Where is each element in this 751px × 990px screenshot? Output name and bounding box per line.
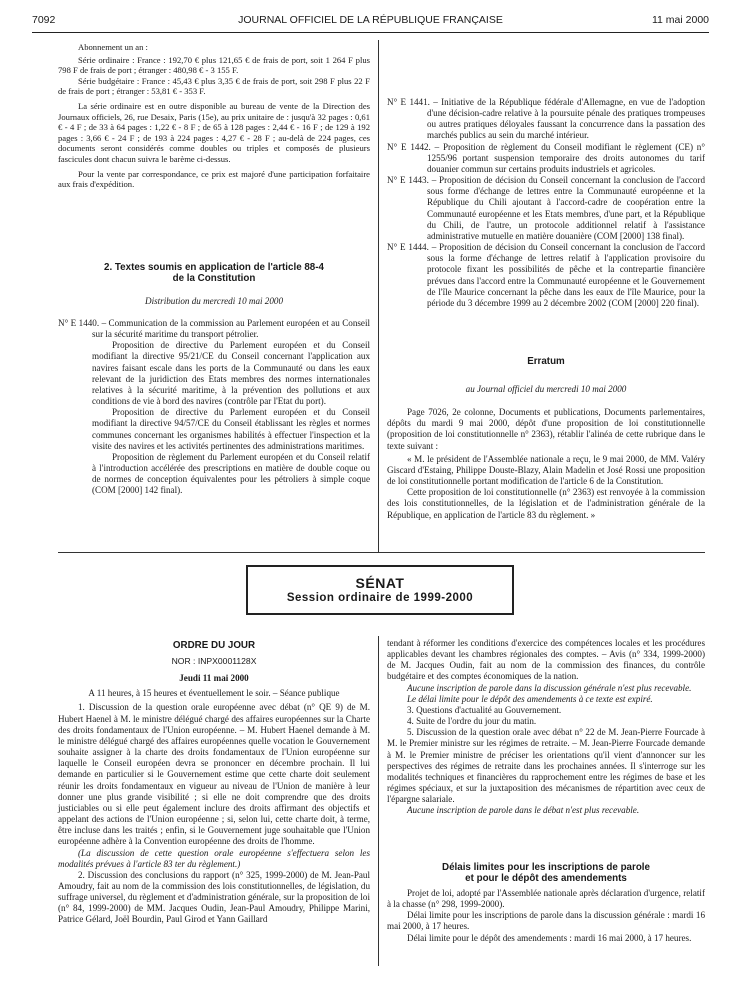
agenda-item-3: 3. Questions d'actualité au Gouvernement. (407, 704, 562, 715)
erratum-paragraph-2: « M. le président de l'Assemblée nationale a reçu, le 9 mai 2000, de MM. Valéry Giscard d'Estaing, Philippe Douste-Blazy, Alain Madelin et José Rossi une proposition de loi constitutionnelle portant modification de l'article 6 de la Constitution. (387, 453, 705, 487)
agenda-item-1: 1. Discussion de la question orale européenne avec débat (n° QE 9) de M. Hubert Haenel à M. le ministre délégué chargé des affaires européennes sur la Charte des droits fondamentaux de l'Union européenne. – M. Hubert Haenel demande à M. le ministre délégué chargé des affaires européennes quelle vocation le Gouvernement souhaite assigner à la charte des droits fondamentaux de l'Union européenne sur laquelle le Conseil européen devra se prononcer en décembre prochain. Il lui demande en particulier si le Gouvernement estime que cette charte doit seulement réunir les droits fondamentaux en vigueur au niveau de l'Union de manière à leur donner une plus grande visibilité ; si elle ne doit comprendre que des droits justiciables ou si elle peut également inclure des droits affirmant des objectifs et appelant des actions de l'Union européenne ; si, selon lui, cette charte doit, à terme, être incluse dans les traités ; enfin, si le Gouvernement juge souhaitable que l'Union européenne adhère à la Convention européenne des droits de l'homme. (58, 702, 370, 847)
column-divider (378, 40, 379, 552)
section-heading (58, 262, 370, 284)
erratum-block (387, 384, 705, 521)
running-header (32, 14, 709, 30)
agenda-item-2-continued: tendant à réformer les conditions d'exercice des compétences locales et les procédures applicables devant les chambres régionales des comptes. – Avis (n° 334, 1999-2000) de M. Jacques Oudin, fait au nom de la commission des finances, du contrôle budgétaire et des comptes économiques de la nation. (387, 638, 705, 682)
section-heading-line2: de la Constitution (172, 273, 256, 284)
correspondance-text: Pour la vente par correspondance, ce prix est majoré d'une participation forfaitaire aux frais d'expédition. (58, 168, 370, 190)
delais-heading (387, 862, 705, 884)
issue-date: 11 mai 2000 (651, 14, 709, 26)
e1440-entry: N° E 1440. – Communication de la commission au Parlement européen et au Conseil sur la sécurité maritime du transport pétrolier. (58, 318, 370, 340)
header-rule (32, 32, 709, 33)
page-number: 7092 (32, 14, 56, 26)
ordre-du-jour-continued (387, 638, 705, 817)
column-divider-bottom (378, 636, 379, 966)
distribution-date: Distribution du mercredi 10 mai 2000 (145, 296, 283, 306)
serie-ordinaire-text: Série ordinaire : France : 192,70 € plus 121,65 € de frais de port, soit 1 264 F plus 798 F de frais de port ; étranger : 480,98 € - 3 155 F. (58, 54, 370, 76)
senat-session: Session ordinaire de 1999-2000 (286, 592, 474, 604)
subscription-block (58, 42, 370, 190)
erratum-subtitle: au Journal officiel du mercredi 10 mai 2000 (465, 384, 627, 394)
agenda-item-1-note: (La discussion de cette question orale européenne s'effectuera selon les modalités prévues à l'article 83 ter du règlement.) (58, 847, 370, 869)
agenda-item-5: 5. Discussion de la question orale avec débat n° 22 de M. Jean-Pierre Fourcade à M. le Premier ministre sur les régimes de retraite. – M. Jean-Pierre Fourcade demande à M. le Premier ministre de préciser les orientations qu'il vient d'annoncer sur les perspectives des régimes de retraite dans les prochaines années. Il s'interroge sur les modalités techniques et financières du rapprochement entre les régimes de base et les régimes spéciaux, et sur la juxtaposition des mécanismes de répartition avec ceux de l'épargne salariale. (387, 727, 705, 805)
delai-amendements: Délai limite pour le dépôt des amendements : mardi 16 mai 2000, à 17 heures. (407, 932, 692, 943)
projet-de-loi: Projet de loi, adopté par l'Assemblée nationale après déclaration d'urgence, relatif à la chasse (n° 298, 1999-2000). (387, 888, 705, 910)
delais-block (387, 888, 705, 944)
agenda-note-3: Aucune inscription de parole dans le débat n'est plus recevable. (407, 805, 640, 816)
agenda-note-1: Aucune inscription de parole dans la discussion générale n'est plus recevable. (407, 682, 692, 693)
delai-parole: Délai limite pour les inscriptions de parole dans la discussion générale : mardi 16 mai 2000, à 17 heures. (387, 910, 705, 932)
e1440-proposal-2: Proposition de directive du Parlement européen et du Conseil modifiant la directive 94/57/CE du Conseil établissant les règles et normes communes concernant les organismes habilités à effectuer l'inspection et la visite des navires et les activités pertinentes des administrations maritimes. (92, 407, 370, 451)
section-separator (58, 552, 705, 553)
delais-heading-line1: Délais limites pour les inscriptions de parole (442, 862, 650, 873)
nor-reference: NOR : INPX0001128X (171, 656, 257, 666)
session-day: Jeudi 11 mai 2000 (179, 673, 249, 684)
e1440-proposal-3: Proposition de règlement du Parlement européen et du Conseil relatif à l'introduction accélérée des prescriptions en matière de double coque ou de normes de conception équivalentes pour les pétroliers à simple coque (COM [2000] 142 final). (92, 451, 370, 496)
documents-block (387, 97, 705, 309)
session-hours: A 11 heures, à 15 heures et éventuellement le soir. – Séance publique (88, 688, 340, 699)
ordre-du-jour-block (58, 656, 370, 926)
e1443-entry: N° E 1443. – Proposition de décision du Conseil concernant la conclusion de l'accord sous forme d'échange de lettres entre la Communauté européenne et la République du Chili ajoutant à l'accord-cadre de coopération entre la Communauté européenne et les Etats membres, d'une part, et la République du Chili, de l'autre, un protocole additionnel relatif à l'assistance administrative mutuelle en matière douanière (COM [2000] 138 final). (387, 175, 705, 241)
e1440-block (58, 318, 370, 497)
distribution-block (58, 296, 370, 307)
agenda-item-2: 2. Discussion des conclusions du rapport (n° 325, 1999-2000) de M. Jean-Paul Amoudry, fait au nom de la commission des lois constitutionnelles, de législation, du suffrage universel, du règlement et d'administration générale, sur la proposition de loi (n° 84, 1999-2000) de MM. Jacques Oudin, Jean-Paul Amoudry, Philippe Marini, Patrice Gélard, Joël Bourdin, Paul Girod et Yann Gaillard (58, 869, 370, 925)
section-heading-line1: 2. Textes soumis en application de l'article 88-4 (104, 262, 324, 273)
ordre-du-jour-title: ORDRE DU JOUR (172, 640, 256, 651)
abonnement-label: Abonnement un an : (78, 42, 148, 52)
serie-budgetaire-text: Série budgétaire : France : 45,43 € plus 3,35 € de frais de port, soit 298 F plus 22 F de frais de port ; étranger : 53,81 € - 353 F. (58, 75, 370, 97)
agenda-note-2: Le délai limite pour le dépôt des amendements à ce texte est expiré. (407, 693, 653, 704)
e1441-entry: N° E 1441. – Initiative de la République fédérale d'Allemagne, en vue de l'adoption d'une décision-cadre relative à la poursuite pénale des pratiques trompeuses ou autres pratiques déloyales faussant la concurrence dans la passation des marchés publics au sein du marché intérieur. (387, 97, 705, 141)
e1442-entry: N° E 1442. – Proposition de règlement du Conseil modifiant le règlement (CE) n° 1255/96 portant suspension temporaire des droits autonomes du tarif douanier commun sur certains produits industriels et agricoles. (387, 141, 705, 174)
e1440-proposal-1: Proposition de directive du Parlement européen et du Conseil modifiant la directive 95/21/CE du Conseil concernant l'application aux navires faisant escale dans les ports de la Communauté ou dans les eaux relevant de la juridiction des Etats membres des normes internationales relatives à la sécurité maritime, à la prévention des pollutions et aux conditions de vie à bord des navires (contrôle par l'Etat du port). (92, 340, 370, 407)
e1444-entry: N° E 1444. – Proposition de décision du Conseil concernant la conclusion de l'accord sous la forme d'échange de lettres relatif à l'application provisoire du protocole fixant les possibilités de pêche et la contrepartie financière prévues dans l'accord entre la Communauté européenne et le Gouvernement de l'île Maurice concernant la pêche dans les eaux de l'île Maurice, pour la période du 3 décembre 1999 au 2 décembre 2002 (COM [2000] 220 final). (387, 242, 705, 308)
journal-title: JOURNAL OFFICIEL DE LA RÉPUBLIQUE FRANÇAISE (238, 14, 503, 26)
senat-title: SÉNAT (355, 575, 405, 591)
agenda-item-4: 4. Suite de l'ordre du jour du matin. (407, 716, 537, 727)
vente-text: La série ordinaire est en outre disponible au bureau de vente de la Direction des Journaux officiels, 26, rue Desaix, Paris (15e), au prix unitaire de : jusqu'à 32 pages : 0,61 € - 4 F ; de 33 à 64 pages : 1,22 € - 8 F ; de 65 à 128 pages : 2,44 € - 16 F ; de 129 à 192 pages : 3,66 € - 24 F ; de 193 à 224 pages : 4,27 € - 28 F ; au-delà de 224 pages, ces documents seront considérés comme doubles ou triples et composés de plusieurs fascicules dont chacun suivra le barème ci-dessus. (58, 100, 370, 164)
erratum-paragraph-3: Cette proposition de loi constitutionnelle (n° 2363) est renvoyée à la commission des lois constitutionnelles, de la législation et de l'administration générale de la République, en application de l'article 83 du règlement. » (387, 487, 705, 520)
senat-title-box (246, 565, 514, 615)
delais-heading-line2: et pour le dépôt des amendements (465, 873, 627, 884)
erratum-heading: Erratum (527, 356, 565, 367)
erratum-paragraph-1: Page 7026, 2e colonne, Documents et publications, Documents parlementaires, dépôts du mardi 9 mai 2000, dépôt d'une proposition de loi constitutionnelle (proposition de loi constitutionnelle n° 2363), rétablir l'alinéa de cette rubrique dans le texte suivant : (387, 407, 705, 451)
